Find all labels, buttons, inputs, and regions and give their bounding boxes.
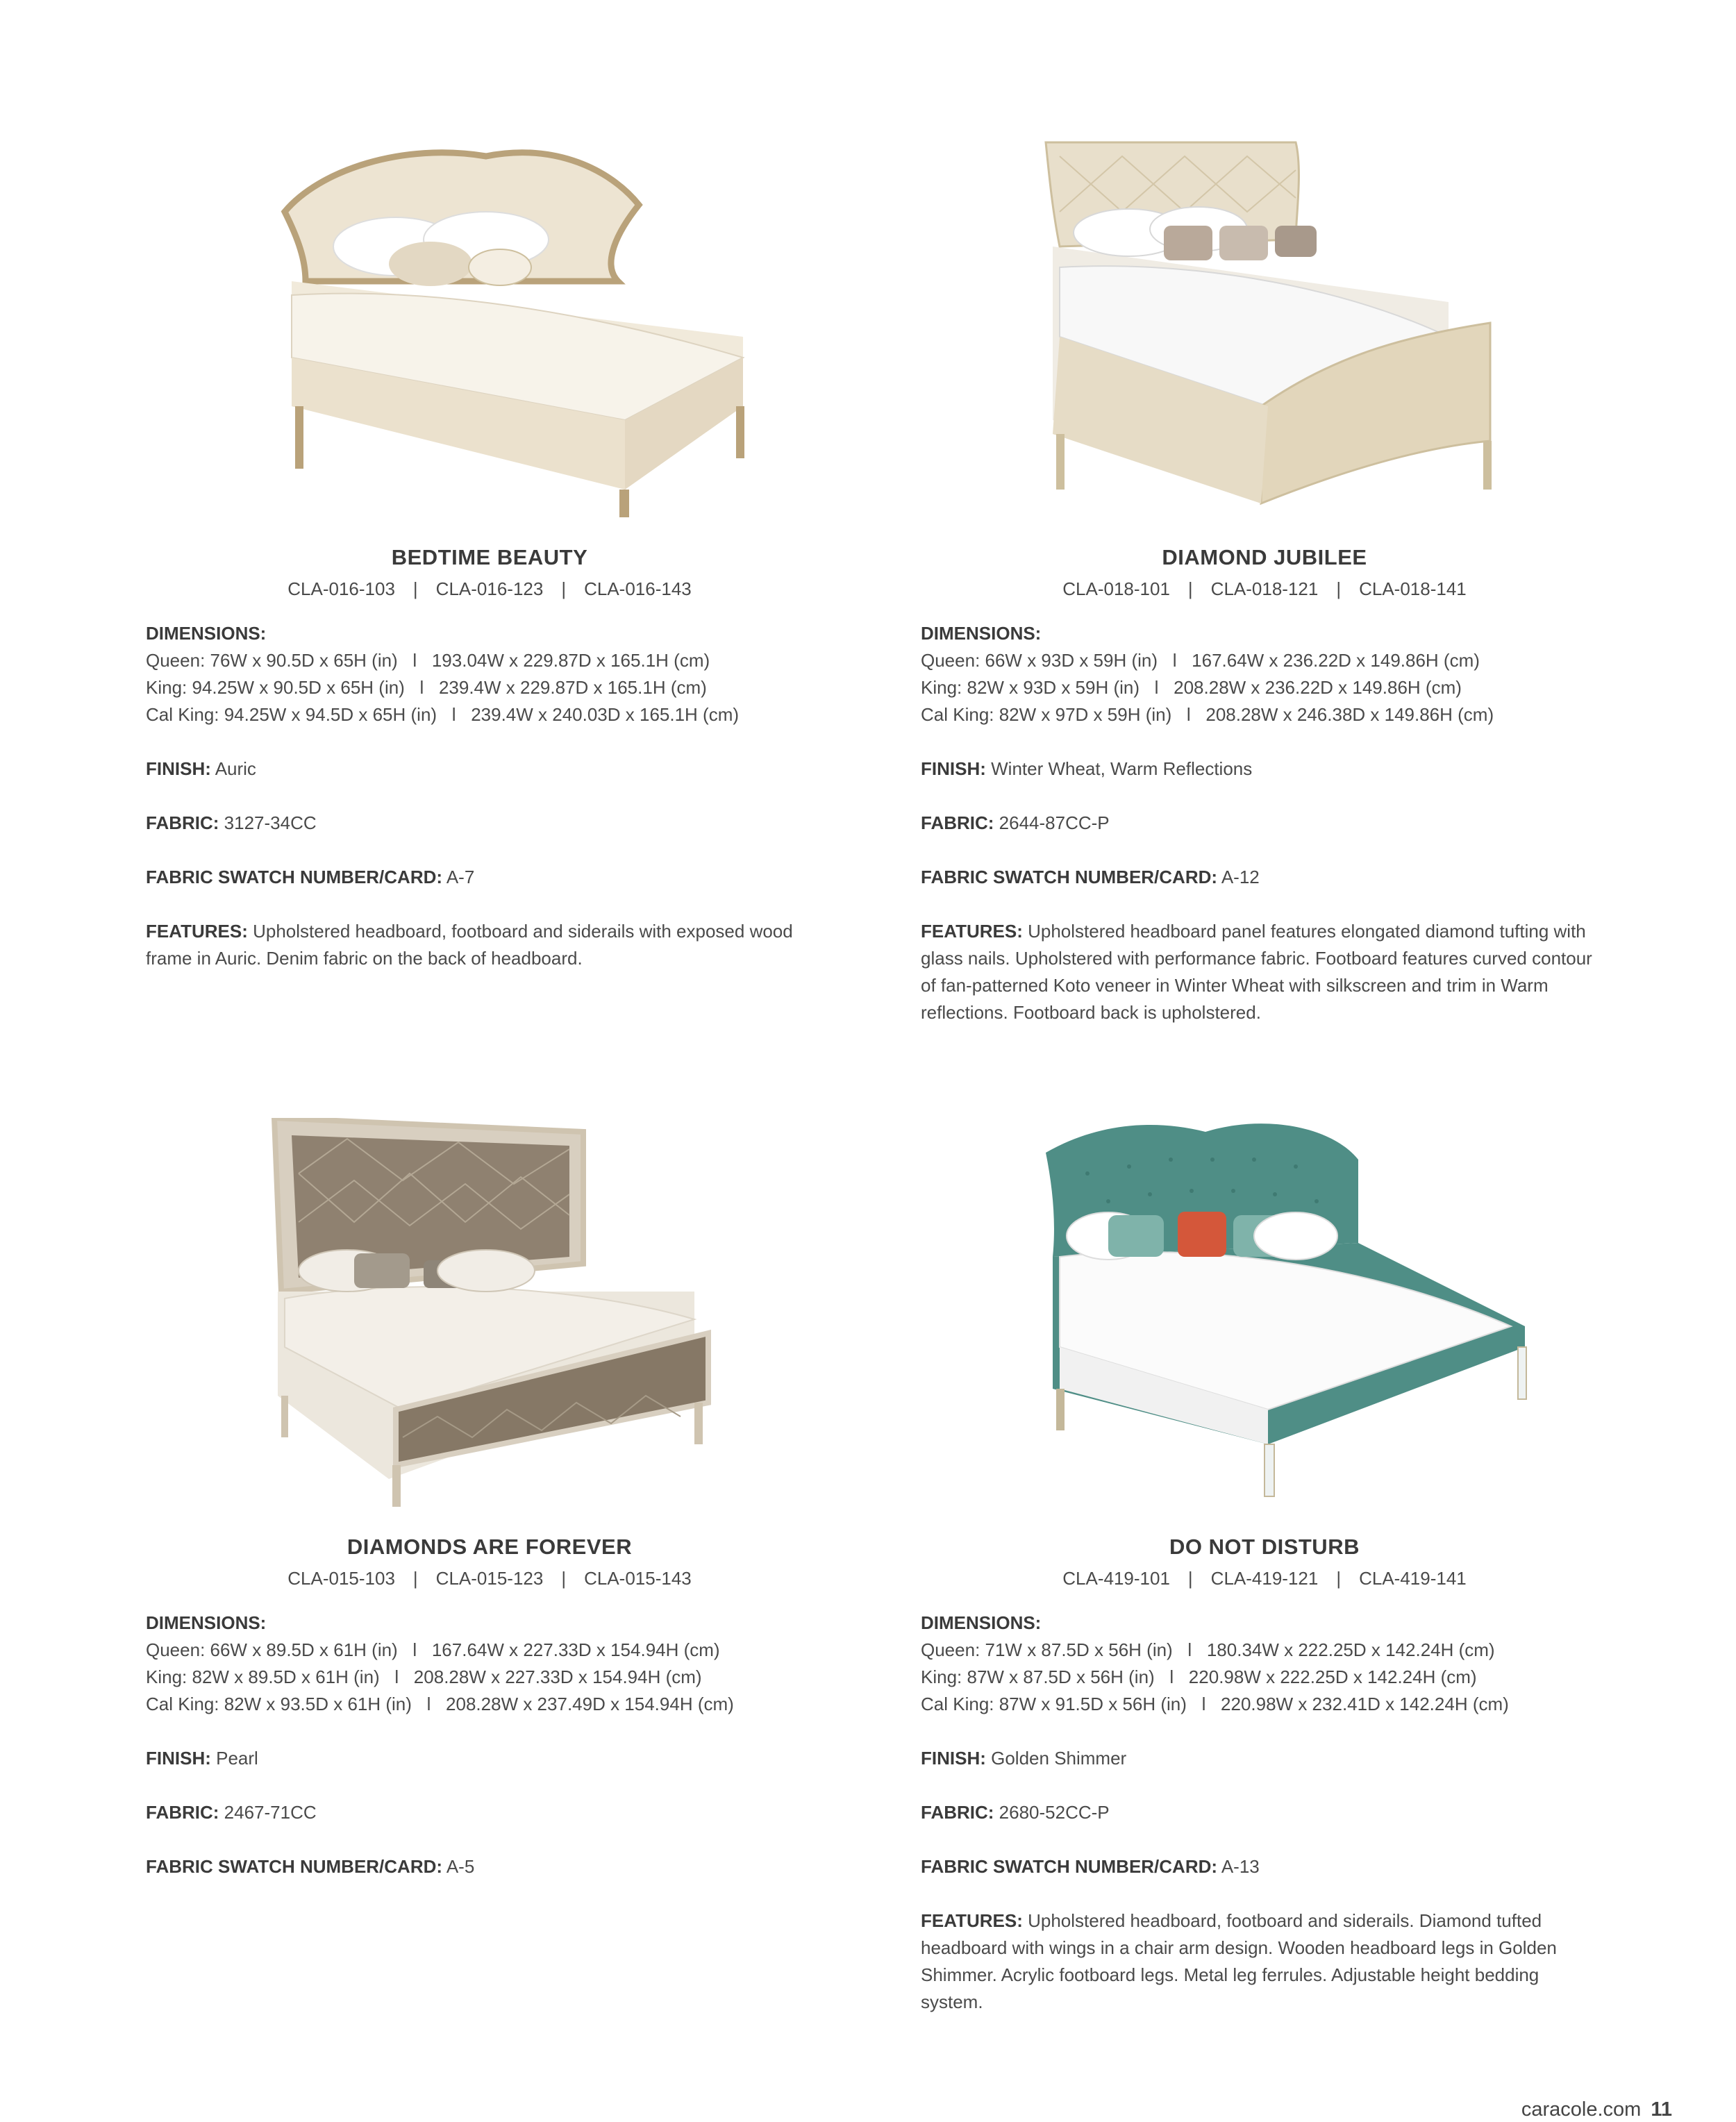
fabric-row	[921, 1799, 1622, 1826]
code: CLA-018-141	[1359, 578, 1467, 599]
swatch-value: A-12	[1221, 867, 1260, 887]
code: CLA-015-123	[435, 1568, 544, 1589]
product-specs	[146, 620, 847, 972]
finish-row	[921, 1745, 1622, 1772]
finish-label: FINISH:	[146, 1748, 211, 1769]
product-title: DIAMOND JUBILEE	[1162, 545, 1367, 569]
product-specs	[921, 1610, 1622, 2016]
features-text: Upholstered headboard, footboard and siderails. Diamond tufted headboard with wings in a chair arm design. Wooden headboard legs in Golden Shimmer. Acrylic footboard legs. Metal leg ferrules. Adjustable height bedding system.	[921, 1910, 1557, 2012]
product-specs	[146, 1610, 847, 1880]
bed-photo-diamond-jubilee	[969, 128, 1567, 517]
swatch-row	[921, 1853, 1622, 1880]
product-codes: CLA-419-101 | CLA-419-121 | CLA-419-141	[1062, 1568, 1467, 1589]
page-number: 11	[1651, 2098, 1672, 2121]
code: CLA-419-101	[1062, 1568, 1170, 1589]
fabric-label: FABRIC:	[146, 1802, 219, 1823]
swatch-label: FABRIC SWATCH NUMBER/CARD:	[146, 867, 443, 887]
product-title: DIAMONDS ARE FOREVER	[347, 1535, 633, 1559]
finish-label: FINISH:	[921, 1748, 986, 1769]
swatch-label: FABRIC SWATCH NUMBER/CARD:	[146, 1856, 443, 1877]
dimensions-label: DIMENSIONS:	[921, 1612, 1042, 1633]
dimension-line: Cal King: 87W x 91.5D x 56H (in) l 220.98W x 232.41D x 142.24H (cm)	[921, 1694, 1509, 1714]
features-label: FEATURES:	[921, 921, 1023, 942]
code: CLA-016-123	[435, 578, 544, 599]
page-footer	[1521, 2098, 1672, 2121]
swatch-row	[921, 864, 1622, 891]
code: CLA-016-143	[584, 578, 692, 599]
dimension-line: Queen: 66W x 93D x 59H (in) l 167.64W x 236.22D x 149.86H (cm)	[921, 650, 1480, 671]
code: CLA-018-101	[1062, 578, 1170, 599]
product-codes: CLA-015-103 | CLA-015-123 | CLA-015-143	[287, 1568, 692, 1589]
fabric-label: FABRIC:	[921, 812, 994, 833]
code: CLA-016-103	[287, 578, 395, 599]
dimension-line: Queen: 76W x 90.5D x 65H (in) l 193.04W x 229.87D x 165.1H (cm)	[146, 650, 710, 671]
product-codes: CLA-018-101 | CLA-018-121 | CLA-018-141	[1062, 578, 1467, 599]
finish-label: FINISH:	[146, 758, 211, 779]
dimension-line: Queen: 66W x 89.5D x 61H (in) l 167.64W x 227.33D x 154.94H (cm)	[146, 1639, 720, 1660]
bed-photo-do-not-disturb	[969, 1118, 1567, 1507]
features-label: FEATURES:	[146, 921, 248, 942]
fabric-value: 2644-87CC-P	[999, 812, 1110, 833]
code: CLA-419-121	[1210, 1568, 1319, 1589]
swatch-value: A-13	[1221, 1856, 1260, 1877]
product-title: DO NOT DISTURB	[1169, 1535, 1360, 1559]
features-text: Upholstered headboard, footboard and siderails with exposed wood frame in Auric. Denim fabric on the back of headboard.	[146, 921, 793, 969]
finish-row	[921, 755, 1622, 783]
dimension-line: King: 82W x 93D x 59H (in) l 208.28W x 236.22D x 149.86H (cm)	[921, 677, 1462, 698]
dimension-line: Queen: 71W x 87.5D x 56H (in) l 180.34W x 222.25D x 142.24H (cm)	[921, 1639, 1495, 1660]
fabric-value: 2680-52CC-P	[999, 1802, 1110, 1823]
fabric-row	[921, 810, 1622, 837]
fabric-label: FABRIC:	[146, 812, 219, 833]
finish-row	[146, 1745, 847, 1772]
fabric-value: 3127-34CC	[224, 812, 317, 833]
fabric-label: FABRIC:	[921, 1802, 994, 1823]
fabric-row	[146, 810, 847, 837]
dimension-line: King: 94.25W x 90.5D x 65H (in) l 239.4W x 229.87D x 165.1H (cm)	[146, 677, 707, 698]
code: CLA-015-103	[287, 1568, 395, 1589]
features-row	[921, 1907, 1601, 2016]
swatch-value: A-5	[446, 1856, 475, 1877]
features-row	[146, 918, 826, 972]
finish-value: Winter Wheat, Warm Reflections	[991, 758, 1253, 779]
swatch-row	[146, 864, 847, 891]
dimension-line: Cal King: 82W x 97D x 59H (in) l 208.28W x 246.38D x 149.86H (cm)	[921, 704, 1494, 725]
dimensions-label: DIMENSIONS:	[146, 1612, 267, 1633]
finish-value: Pearl	[216, 1748, 258, 1769]
swatch-label: FABRIC SWATCH NUMBER/CARD:	[921, 1856, 1218, 1877]
product-specs	[921, 620, 1622, 1026]
finish-value: Auric	[215, 758, 256, 779]
dimension-line: Cal King: 94.25W x 94.5D x 65H (in) l 239.4W x 240.03D x 165.1H (cm)	[146, 704, 740, 725]
product-title: BEDTIME BEAUTY	[391, 545, 588, 569]
bed-photo-diamonds-are-forever	[194, 1118, 792, 1507]
fabric-row	[146, 1799, 847, 1826]
dimensions-label: DIMENSIONS:	[921, 623, 1042, 644]
swatch-label: FABRIC SWATCH NUMBER/CARD:	[921, 867, 1218, 887]
code: CLA-015-143	[584, 1568, 692, 1589]
finish-row	[146, 755, 847, 783]
features-text: Upholstered headboard panel features elongated diamond tufting with glass nails. Upholstered with performance fabric. Footboard features curved contour of fan-patterned Koto veneer in Winter Wheat with silkscreen and trim in Warm reflections. Footboard back is upholstered.	[921, 921, 1592, 1023]
bed-photo-bedtime-beauty	[194, 128, 792, 517]
code: CLA-419-141	[1359, 1568, 1467, 1589]
swatch-row	[146, 1853, 847, 1880]
website-link[interactable]: caracole.com	[1521, 2098, 1642, 2121]
features-label: FEATURES:	[921, 1910, 1023, 1931]
dimensions-label: DIMENSIONS:	[146, 623, 267, 644]
dimension-line: Cal King: 82W x 93.5D x 61H (in) l 208.28W x 237.49D x 154.94H (cm)	[146, 1694, 734, 1714]
fabric-value: 2467-71CC	[224, 1802, 317, 1823]
swatch-value: A-7	[446, 867, 475, 887]
dimension-line: King: 82W x 89.5D x 61H (in) l 208.28W x 227.33D x 154.94H (cm)	[146, 1666, 702, 1687]
code: CLA-018-121	[1210, 578, 1319, 599]
product-codes: CLA-016-103 | CLA-016-123 | CLA-016-143	[287, 578, 692, 599]
features-row	[921, 918, 1601, 1026]
finish-label: FINISH:	[921, 758, 986, 779]
dimension-line: King: 87W x 87.5D x 56H (in) l 220.98W x 222.25D x 142.24H (cm)	[921, 1666, 1477, 1687]
finish-value: Golden Shimmer	[991, 1748, 1127, 1769]
